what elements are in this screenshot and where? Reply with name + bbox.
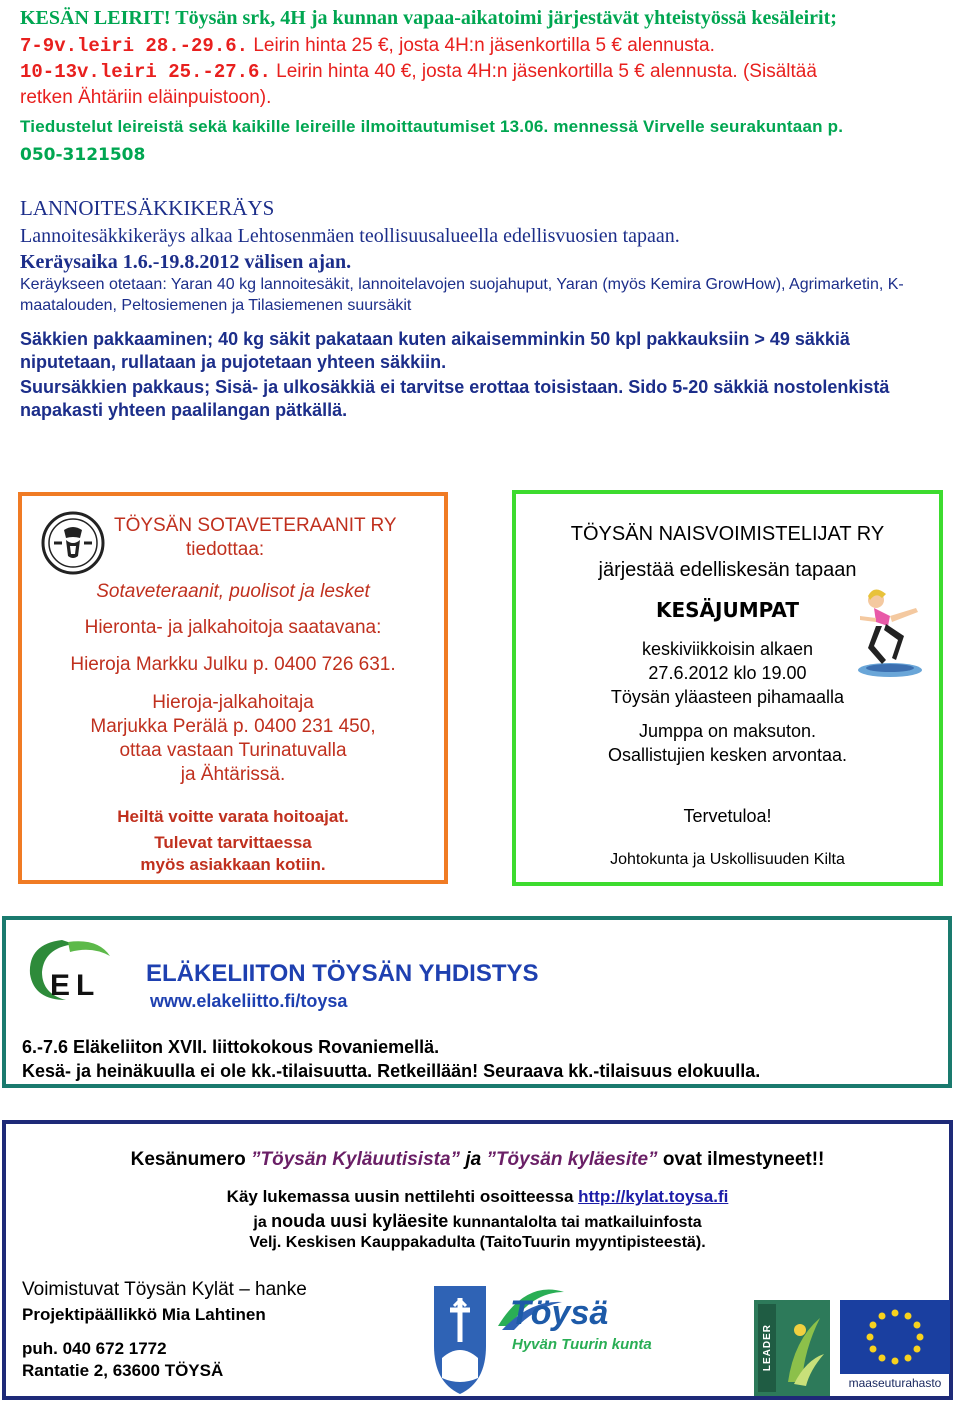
camp-2	[20, 60, 817, 84]
project-line3-c: kunnantalolta tai matkailuinfosta	[448, 1214, 702, 1231]
veterans-home2: myös asiakkaan kotiin.	[140, 855, 326, 874]
veterans-audience: Sotaveteraanit, puolisot ja lesket	[96, 581, 370, 602]
camp-2-price-cont: retken Ähtäriin eläinpuistoon).	[20, 87, 272, 108]
pensioners-box	[2, 916, 952, 1088]
village-news-link[interactable]: http://kylat.toysa.fi	[578, 1187, 729, 1206]
project-phone: puh. 040 672 1772	[22, 1339, 167, 1358]
fertilizer-packing: Säkkien pakkaaminen; 40 kg säkit pakataan kuten aikaisemminkin 50 kpl pakkauksiin > 49 säkkiä niputetaan, rullataan ja pujotetaan yhteen säkkiin.	[20, 329, 850, 372]
veterans-title: TÖYSÄN SOTAVETERAANIT RY	[114, 515, 397, 536]
project-line3	[6, 1210, 949, 1234]
pensioners-line1: 6.-7.6 Eläkeliiton XVII. liittokokous Rovaniemellä.	[22, 1037, 440, 1057]
camp-1	[20, 34, 715, 58]
veterans-foot-role: Hieroja-jalkahoitaja	[152, 692, 314, 713]
pensioners-url[interactable]: www.elakeliitto.fi/toysa	[150, 991, 348, 1011]
eu-flag-icon	[840, 1300, 950, 1374]
pensioners-title: ELÄKELIITON TÖYSÄN YHDISTYS	[146, 960, 539, 987]
project-line1-title1: ”Töysän Kyläuutisista”	[250, 1149, 461, 1170]
project-line1-title2: ”Töysän kyläesite”	[486, 1149, 658, 1170]
gymnastics-welcome: Tervetuloa!	[683, 806, 772, 826]
fertilizer-bulk-packing: Suursäkkien pakkaus; Sisä- ja ulkosäkkiä ei tarvitse erottaa toisistaan. Sido 5-20 säkkiä nostolenkistä napakasti yhteen paalilangan pätkällä.	[20, 377, 890, 420]
project-line2	[6, 1186, 949, 1208]
veterans-foot-loc1: ottaa vastaan Turinatuvalla	[119, 740, 347, 761]
gymnastics-place: Töysän yläasteen pihamaalla	[610, 687, 845, 707]
toysa-logo	[496, 1286, 666, 1366]
camps-title: KESÄN LEIRIT!	[20, 7, 171, 29]
veterans-subtitle: tiedottaa:	[186, 539, 265, 560]
aerobics-woman-icon	[846, 586, 930, 680]
fertilizer-heading: LANNOITESÄKKIKERÄYS	[20, 196, 275, 220]
toysa-coat-of-arms-icon	[430, 1282, 490, 1398]
gymnastics-title: TÖYSÄN NAISVOIMISTELIJAT RY	[570, 523, 885, 545]
veterans-badge-icon	[40, 510, 106, 576]
project-line1-ja: ja	[460, 1149, 487, 1170]
project-name: Voimistuvat Töysän Kylät – hanke	[22, 1279, 307, 1300]
veterans-masseur: Hieroja Markku Julku p. 0400 726 631.	[70, 654, 396, 675]
camps-intro-text: Töysän srk, 4H ja kunnan vapaa-aikatoimi järjestävät yhteistyössä kesäleirit;	[170, 7, 837, 29]
toysa-logo-slogan: Hyvän Tuurin kunta	[512, 1336, 652, 1353]
project-line1-a: Kesänumero	[130, 1149, 251, 1170]
gymnastics-start: 27.6.2012 klo 19.00	[648, 663, 807, 683]
veterans-booking: Heiltä voitte varata hoitoajat.	[117, 807, 349, 826]
gymnastics-raffle: Osallistujien kesken arvontaa.	[607, 745, 848, 765]
project-line3-b: noudа uusi kyläesite	[271, 1211, 449, 1231]
camp-1-dates: 7-9v.leiri 28.-29.6.	[20, 35, 249, 57]
gymnastics-event: KESÄJUMPAT	[655, 598, 800, 622]
leader-logo-text: LEADER	[761, 1324, 773, 1372]
camps-intro	[20, 6, 950, 30]
project-line1	[6, 1148, 949, 1172]
veterans-foot-name: Marjukka Perälä p. 0400 231 450,	[90, 716, 376, 737]
veterans-box	[18, 492, 448, 884]
project-box	[2, 1120, 953, 1400]
el-logo	[22, 934, 120, 1004]
project-manager: Projektipäällikkö Mia Lahtinen	[22, 1305, 266, 1324]
pensioners-line2: Kesä- ja heinäkuulla ei ole kk.-tilaisuutta. Retkeillään! Seuraava kk.-tilaisuus elokuulla.	[22, 1061, 761, 1081]
fertilizer-accepted: Keräykseen otetaan: Yaran 40 kg lannoitesäkit, lannoitelavojen suojahuput, Yaran (myös Kemira GrowHow), Agrimarketin, K-maatalouden, Peltosiemenen ja Tilasiemenen suursäkit	[20, 276, 904, 314]
leader-logo-caption	[754, 1304, 780, 1392]
eu-rural-fund-logo	[840, 1300, 950, 1392]
gymnastics-fee: Jumppa on maksuton.	[638, 721, 817, 741]
fertilizer-period: Keräysaika 1.6.-19.8.2012 välisen ajan.	[20, 251, 352, 273]
leader-logo	[754, 1300, 830, 1396]
gymnastics-signature: Johtokunta ja Uskollisuuden Kilta	[610, 851, 845, 868]
camps-enquiry: Tiedustelut leireistä sekä kaikille leireille ilmoittautumiset 13.06. mennessä Virvelle seurakuntaan p.	[20, 117, 844, 136]
camps-phone: 050-3121508	[20, 145, 146, 165]
fertilizer-intro: Lannoitesäkkikeräys alkaa Lehtosenmäen teollisuusalueella edellisvuosien tapaan.	[20, 225, 680, 247]
gymnastics-weekday: keskiviikkoisin alkaen	[641, 639, 814, 659]
gymnastics-organizes: järjestää edelliskesän tapaan	[598, 559, 857, 581]
el-logo-text: EL	[50, 969, 101, 1002]
veterans-services: Hieronta- ja jalkahoitoja saatavana:	[84, 617, 382, 638]
project-address: Rantatie 2, 63600 TÖYSÄ	[22, 1361, 224, 1380]
veterans-foot-loc2: ja Ähtärissä.	[180, 764, 286, 785]
veterans-home1: Tulevat tarvittaessa	[154, 833, 312, 852]
project-line1-b: ovat ilmestyneet!!	[657, 1149, 825, 1170]
project-line2-text: Käy lukemassa uusin nettilehti osoitteessa	[226, 1187, 579, 1206]
project-line3-a: ja	[253, 1214, 272, 1231]
camp-1-price: Leirin hinta 25 €, josta 4H:n jäsenkortilla 5 € alennusta.	[248, 35, 715, 56]
maaseuturahasto-text: maaseuturahasto	[848, 1376, 942, 1390]
toysa-logo-text: Töysä	[510, 1294, 609, 1332]
camp-2-dates: 10-13v.leiri 25.-27.6.	[20, 61, 271, 83]
gymnastics-box	[512, 490, 943, 886]
project-line4: Velj. Keskisen Kauppakadulta (TaitoTuurin myyntipisteestä).	[249, 1234, 706, 1251]
camp-2-price: Leirin hinta 40 €, josta 4H:n jäsenkortilla 5 € alennusta. (Sisältää	[270, 61, 817, 82]
